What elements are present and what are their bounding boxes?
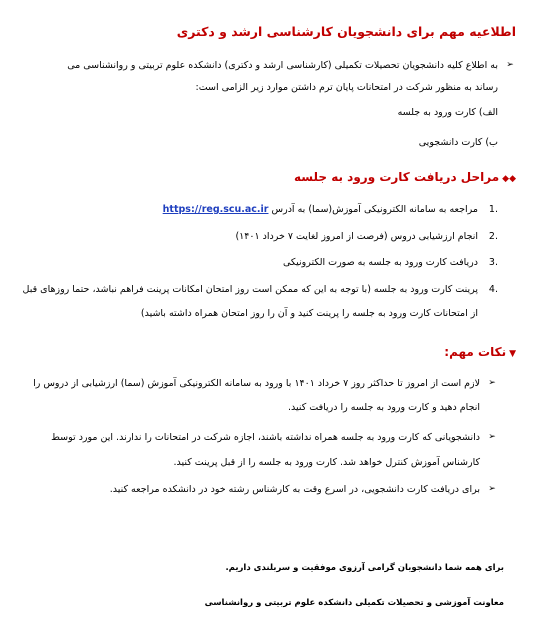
notes-title-text: نکات مهم: xyxy=(444,345,507,359)
note-1-line-2: انجام دهید و کارت ورود به جلسه را دریافت کنید. xyxy=(287,402,480,413)
step-4-line-1: پرینت کارت ورود به جلسه (با توجه به این که ممکن است روز امتحان امکانات پرینت فراهم نباشد، حتما روزهای قبل xyxy=(22,284,478,295)
steps-title-text: مراحل دریافت کارت ورود به جلسه xyxy=(294,170,500,184)
diamond-icon: ◆◆ xyxy=(502,174,516,184)
intro-line-1: به اطلاع کلیه دانشجویان تحصیلات تکمیلی (کارشناسی ارشد و دکتری) دانشکده علوم تربیتی و روانشناسی می xyxy=(67,60,498,71)
note-2-line-2: کارشناس آموزش کنترل خواهد شد. کارت ورود به جلسه را از قبل پرینت کنید. xyxy=(173,457,480,468)
steps-section-title xyxy=(294,170,516,184)
arrow-bullet-icon: ➢ xyxy=(488,378,496,388)
step-2: انجام ارزشیابی دروس (فرصت از امروز لغایت ۷ خرداد ۱۴۰۱) xyxy=(235,231,478,242)
step-3: دریافت کارت ورود به جلسه به صورت الکترونیکی xyxy=(282,257,478,268)
arrow-bullet-icon: ➢ xyxy=(506,60,514,70)
step-number: 1. xyxy=(488,204,498,215)
step-1-text: مراجعه به سامانه الکترونیکی آموزش(سما) به آدرس xyxy=(271,204,478,215)
footer-signature: معاونت آموزشی و تحصیلات تکمیلی دانشکده علوم تربیتی و روانشناسی xyxy=(204,598,504,608)
note-1-line-1: لازم است از امروز تا حداکثر روز ۷ خرداد ۱۴۰۱ با ورود به سامانه الکترونیکی آموزش (سما) ارزشیابی از دروس را xyxy=(33,378,480,389)
triangle-down-icon: ▼ xyxy=(509,349,516,359)
announcement-title: اطلاعیه مهم برای دانشجویان کارشناسی ارشد و دکتری xyxy=(176,24,516,39)
intro-item-b: ب) کارت دانشجویی xyxy=(418,137,498,148)
intro-item-a: الف) کارت ورود به جلسه xyxy=(397,107,498,118)
note-3-line-1: برای دریافت کارت دانشجویی، در اسرع وقت به کارشناس رشته خود در دانشکده مراجعه کنید. xyxy=(109,484,480,495)
intro-line-2: رساند به منظور شرکت در امتحانات پایان ترم داشتن موارد زیر الزامی است: xyxy=(195,82,498,93)
notes-section-title xyxy=(444,345,516,359)
step-4-line-2: از امتحانات کارت ورود به جلسه را پرینت کنید و آن را روز امتحان همراه داشته باشید) xyxy=(140,308,478,319)
step-1 xyxy=(163,204,478,216)
reg-website-link[interactable]: https://reg.scu.ac.ir xyxy=(162,204,269,215)
footer-wish: برای همه شما دانشجویان گرامی آرزوی موفقیت و سربلندی داریم. xyxy=(225,563,504,573)
arrow-bullet-icon: ➢ xyxy=(488,432,496,442)
step-number: 3. xyxy=(488,257,498,268)
step-number: 2. xyxy=(488,231,498,242)
arrow-bullet-icon: ➢ xyxy=(488,484,496,494)
note-2-line-1: دانشجویانی که کارت ورود به جلسه همراه نداشته باشند، اجازه شرکت در امتحانات را ندارند. این مورد توسط xyxy=(51,432,480,443)
step-number: 4. xyxy=(488,284,498,295)
